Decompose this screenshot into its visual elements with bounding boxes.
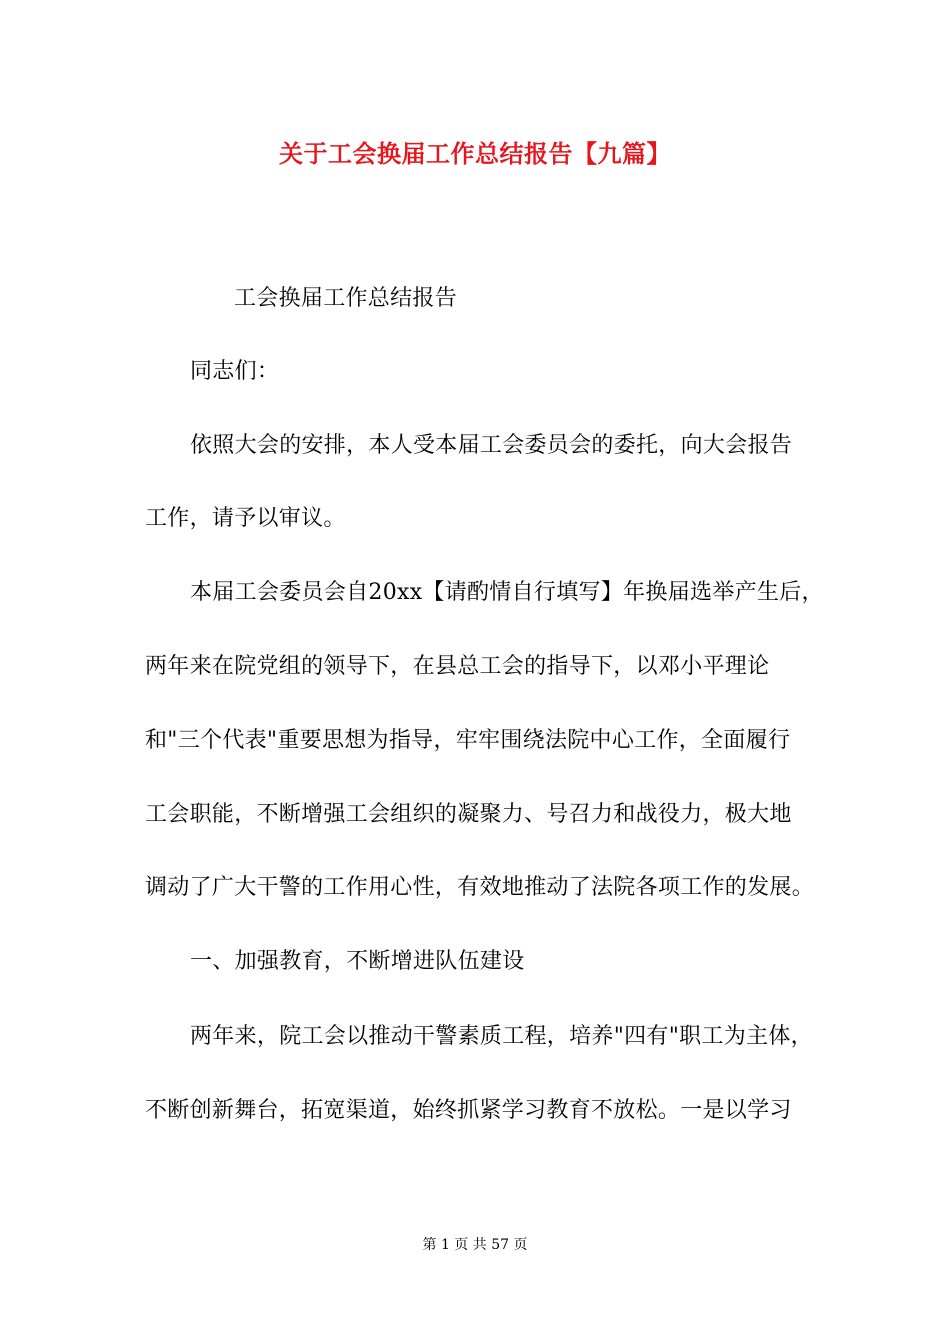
paragraph-line: 工会职能，不断增强工会组织的凝聚力、号召力和战役力，极大地 <box>145 802 792 827</box>
paragraph-line: 工作，请予以审议。 <box>145 506 346 531</box>
paragraph-line: 不断创新舞台，拓宽渠道，始终抓紧学习教育不放松。一是以学习 <box>145 1098 792 1123</box>
section-heading: 工会换届工作总结报告 <box>234 286 458 311</box>
page-footer: 第 1 页 共 57 页 <box>422 1237 528 1253</box>
section-heading-1: 一、加强教育，不断增进队伍建设 <box>190 949 525 974</box>
document-title: 关于工会换届工作总结报告【九篇】 <box>279 139 671 168</box>
paragraph-line: 和"三个代表"重要思想为指导，牢牢围绕法院中心工作，全面履行 <box>145 728 791 753</box>
paragraph-line: 依照大会的安排，本人受本届工会委员会的委托，向大会报告 <box>190 433 793 458</box>
paragraph-line: 本届工会委员会自20xx【请酌情自行填写】年换届选举产生后， <box>190 580 824 605</box>
paragraph-line: 两年来在院党组的领导下，在县总工会的指导下，以邓小平理论 <box>145 654 770 679</box>
salutation: 同志们： <box>190 359 280 384</box>
paragraph-line: 两年来，院工会以推动干警素质工程，培养"四有"职工为主体， <box>190 1024 813 1049</box>
paragraph-line: 调动了广大干警的工作用心性，有效地推动了法院各项工作的发展。 <box>145 875 815 900</box>
